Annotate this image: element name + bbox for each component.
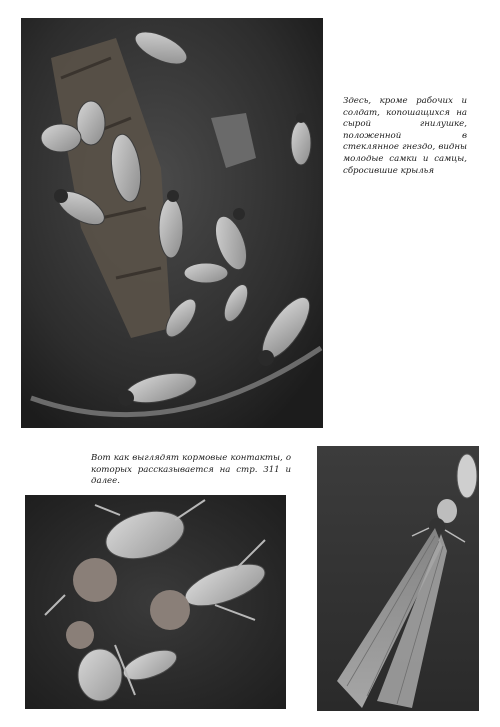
photo-feeding-contacts-image: [25, 495, 286, 709]
caption-feeding-contacts: Вот как выглядят кормовые контакты, о которых рассказывается на стр. 311 и далее.: [91, 453, 291, 487]
photo-termites-nest: [21, 18, 323, 428]
photo-winged-termite: [317, 446, 479, 711]
photo-feeding-contacts: [25, 495, 286, 709]
caption-termites-nest: Здесь, кроме рабочих и солдат, копошащихся на сырой гнилушке, положенной в стеклянное гнездо, видны молодые самки и самцы, сбросившие крылья: [343, 96, 467, 176]
photo-winged-termite-image: [317, 446, 479, 711]
photo-termites-nest-image: [21, 18, 323, 428]
